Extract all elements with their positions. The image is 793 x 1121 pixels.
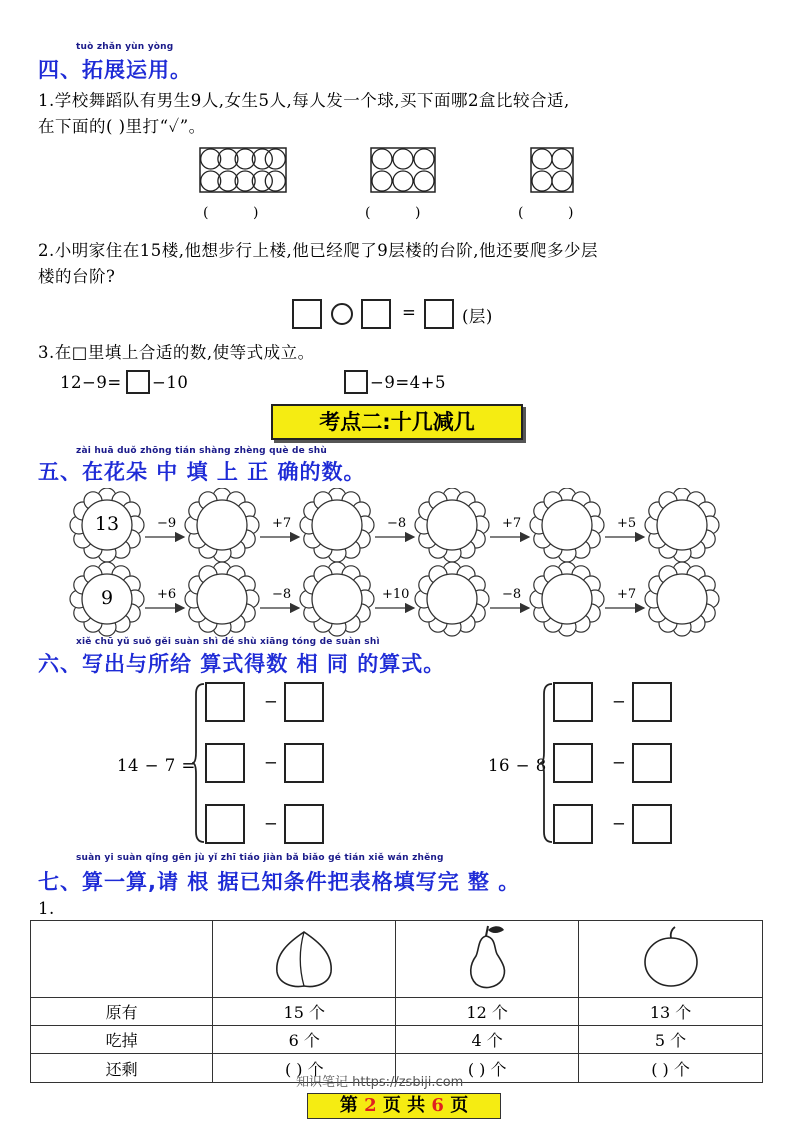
badge-title: 考点二:十几减几 bbox=[271, 404, 523, 440]
q3-right-b: −9=4+5 bbox=[370, 373, 446, 392]
flower-r2-3[interactable] bbox=[300, 562, 374, 636]
s6-left-box-1b[interactable] bbox=[284, 682, 324, 722]
flower-r1-2[interactable] bbox=[185, 488, 259, 562]
section5-pinyin: zài huā duǒ zhōng tián shàng zhèng què de shù bbox=[76, 446, 328, 456]
fruit-table bbox=[30, 920, 763, 1083]
row-label-original: 原有 bbox=[31, 998, 213, 1026]
section7-pinyin: suàn yi suàn qǐng gēn jù yǐ zhī tiáo jiàn bǎ biǎo gé tián xiě wán zhěng bbox=[76, 853, 444, 863]
op-r1-2: +7 bbox=[272, 516, 292, 531]
q2-line2: 楼的台阶? bbox=[38, 267, 116, 286]
answer-paren-1[interactable]: ( ) bbox=[203, 205, 259, 221]
table-corner-cell bbox=[31, 921, 213, 998]
q3-left-b: −10 bbox=[152, 373, 189, 392]
flower-r2-6[interactable] bbox=[645, 562, 719, 636]
footer-post: 页 bbox=[443, 1095, 469, 1116]
right-brace-icon bbox=[540, 682, 554, 844]
fruit-header-apple bbox=[579, 921, 763, 998]
q2-line1: 2.小明家住在15楼,他想步行上楼,他已经爬了9层楼的台阶,他还要爬多少层 bbox=[38, 241, 598, 260]
cell-eaten-pear: 4 个 bbox=[396, 1026, 579, 1054]
op-r2-2: −8 bbox=[272, 587, 292, 602]
s6-left-box-1a[interactable] bbox=[205, 682, 245, 722]
flower-r1-3[interactable] bbox=[300, 488, 374, 562]
op-r2-3: +10 bbox=[382, 587, 410, 602]
footer-total-pages: 6 bbox=[431, 1095, 444, 1116]
s6-left-minus-3: − bbox=[264, 814, 279, 833]
s6-left-minus-1: − bbox=[264, 692, 279, 711]
q2-unit: (层) bbox=[462, 307, 493, 326]
section4-title: 四、拓展运用。 bbox=[38, 58, 192, 82]
cell-remaining-apple[interactable]: ( ) 个 bbox=[579, 1054, 763, 1083]
fruit-header-pear bbox=[396, 921, 579, 998]
section5-title: 五、在花朵 中 填 上 正 确的数。 bbox=[38, 460, 366, 484]
q1-line1: 1.学校舞蹈队有男生9人,女生5人,每人发一个球,买下面哪2盒比较合适, bbox=[38, 91, 570, 110]
cell-original-pear: 12 个 bbox=[396, 998, 579, 1026]
s6-right-minus-2: − bbox=[612, 753, 627, 772]
cell-remaining-pear[interactable]: ( ) 个 bbox=[396, 1054, 579, 1083]
answer-paren-2[interactable]: ( ) bbox=[365, 205, 421, 221]
answer-paren-3[interactable]: ( ) bbox=[518, 205, 574, 221]
s6-right-box-2a[interactable] bbox=[553, 743, 593, 783]
op-r1-5: +5 bbox=[617, 516, 637, 531]
op-r1-3: −8 bbox=[387, 516, 407, 531]
cell-eaten-peach: 6 个 bbox=[213, 1026, 396, 1054]
flower-r1-6[interactable] bbox=[645, 488, 719, 562]
q2-box-1[interactable] bbox=[292, 299, 322, 329]
section6-pinyin: xiě chū yǔ suǒ gěi suàn shì dé shù xiāng tóng de suàn shì bbox=[76, 637, 380, 647]
q3-right-box[interactable] bbox=[344, 370, 368, 394]
ball-box-4-icon bbox=[530, 147, 574, 193]
cell-remaining-peach[interactable]: ( ) 个 bbox=[213, 1054, 396, 1083]
cell-original-apple: 13 个 bbox=[579, 998, 763, 1026]
ball-box-6-icon bbox=[370, 147, 436, 193]
s6-left-minus-2: − bbox=[264, 753, 279, 772]
op-r2-1: +6 bbox=[157, 587, 177, 602]
s6-left-box-2b[interactable] bbox=[284, 743, 324, 783]
q1-line2: 在下面的( )里打“✓”。 bbox=[38, 117, 206, 136]
s6-left-box-3b[interactable] bbox=[284, 804, 324, 844]
flower-r1-5[interactable] bbox=[530, 488, 604, 562]
peach-icon bbox=[269, 924, 339, 990]
footer-mid: 页 共 bbox=[376, 1095, 432, 1116]
flower-chain bbox=[60, 488, 750, 638]
q2-box-2[interactable] bbox=[361, 299, 391, 329]
section6-title: 六、写出与所给 算式得数 相 同 的算式。 bbox=[38, 652, 446, 676]
op-r2-4: −8 bbox=[502, 587, 522, 602]
op-r1-4: +7 bbox=[502, 516, 522, 531]
q2-operator-circle[interactable] bbox=[331, 303, 353, 325]
fruit-header-peach bbox=[213, 921, 396, 998]
s6-right-box-2b[interactable] bbox=[632, 743, 672, 783]
cell-original-peach: 15 个 bbox=[213, 998, 396, 1026]
flower-r2-4[interactable] bbox=[415, 562, 489, 636]
q3-left-a: 12−9= bbox=[60, 373, 122, 392]
row-label-remaining: 还剩 bbox=[31, 1054, 213, 1083]
s6-left-expr: 14 − 7 = bbox=[117, 756, 196, 775]
s6-right-box-3a[interactable] bbox=[553, 804, 593, 844]
s6-right-minus-3: − bbox=[612, 814, 627, 833]
row-label-eaten: 吃掉 bbox=[31, 1026, 213, 1054]
page-footer bbox=[307, 1093, 501, 1119]
s6-right-minus-1: − bbox=[612, 692, 627, 711]
s6-right-expr: 16 − 8 bbox=[488, 756, 547, 775]
footer-page-number: 2 bbox=[364, 1095, 377, 1116]
s7-q1: 1. bbox=[38, 899, 55, 918]
left-brace-icon bbox=[192, 682, 206, 844]
s6-left-box-2a[interactable] bbox=[205, 743, 245, 783]
s6-right-box-3b[interactable] bbox=[632, 804, 672, 844]
flower-r2-5[interactable] bbox=[530, 562, 604, 636]
ball-box-10-icon bbox=[199, 147, 287, 193]
op-r1-1: −9 bbox=[157, 516, 177, 531]
flower-r2-start: 9 bbox=[100, 587, 114, 609]
pear-icon bbox=[452, 922, 522, 992]
flower-r2-2[interactable] bbox=[185, 562, 259, 636]
s6-left-box-3a[interactable] bbox=[205, 804, 245, 844]
flower-r1-start: 13 bbox=[94, 513, 120, 535]
section4-pinyin: tuò zhǎn yùn yòng bbox=[76, 42, 174, 52]
q2-box-3[interactable] bbox=[424, 299, 454, 329]
q2-equals: = bbox=[402, 303, 417, 322]
footer-pre: 第 bbox=[339, 1095, 365, 1116]
q3-line: 3.在□里填上合适的数,使等式成立。 bbox=[38, 343, 315, 362]
s6-right-box-1a[interactable] bbox=[553, 682, 593, 722]
section7-title: 七、算一算,请 根 据已知条件把表格填写完 整 。 bbox=[38, 870, 521, 894]
s6-right-box-1b[interactable] bbox=[632, 682, 672, 722]
cell-eaten-apple: 5 个 bbox=[579, 1026, 763, 1054]
apple-icon bbox=[636, 924, 706, 990]
flower-r1-4[interactable] bbox=[415, 488, 489, 562]
op-r2-5: +7 bbox=[617, 587, 637, 602]
watermark: 知识笔记 https://zsbiji.com bbox=[296, 1075, 464, 1090]
q3-left-box[interactable] bbox=[126, 370, 150, 394]
